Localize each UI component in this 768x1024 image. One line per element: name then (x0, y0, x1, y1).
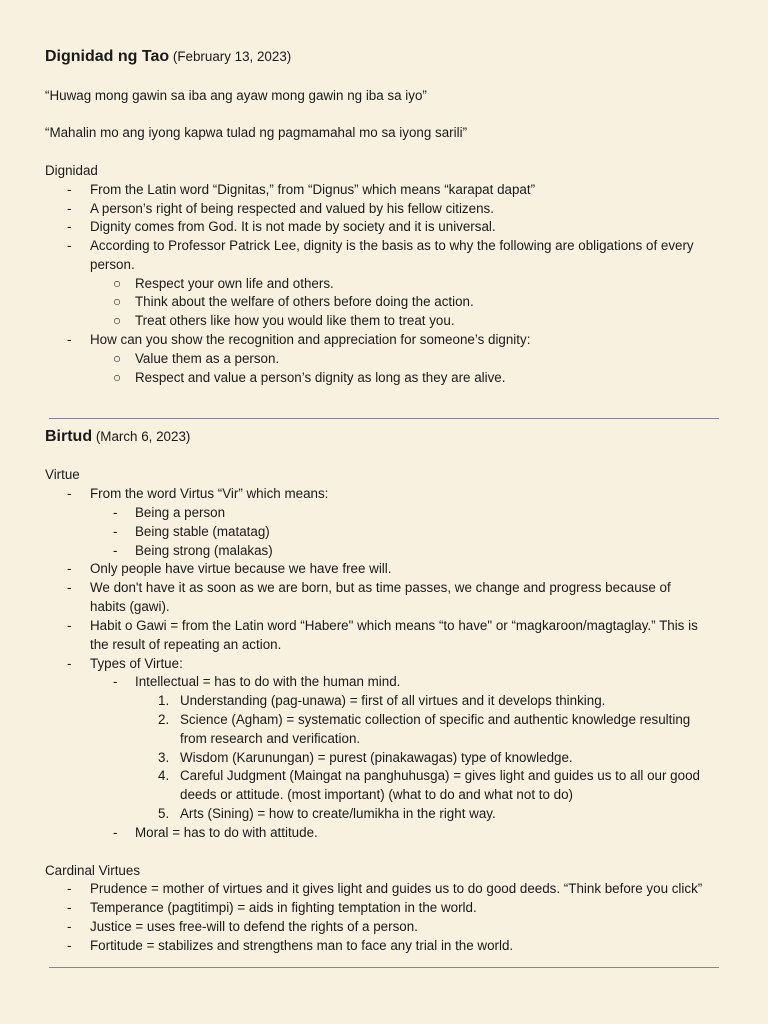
bullet-marker: - (67, 900, 72, 915)
subheading-virtue: Virtue (45, 467, 80, 482)
sub-bullet-marker: ○ (113, 294, 122, 309)
subheading-cardinal-virtues: Cardinal Virtues (45, 863, 141, 878)
sub-list-item: Moral = has to do with attitude. (135, 825, 318, 840)
numbered-item-continuation: from research and verification. (180, 731, 361, 746)
bullet-marker: - (67, 656, 72, 671)
sub-bullet-marker: - (113, 825, 118, 840)
bullet-marker: - (67, 238, 72, 253)
section-date: (February 13, 2023) (172, 49, 292, 64)
section-title: Birtud (45, 428, 93, 445)
list-item: Dignity comes from God. It is not made by society and it is universal. (90, 219, 496, 234)
list-number: 4. (158, 768, 170, 783)
bullet-marker: - (67, 919, 72, 934)
quote: “Huwag mong gawin sa iba ang ayaw mong gawin ng iba sa iyo” (45, 88, 427, 103)
list-item: From the word Virtus “Vir” which means: (90, 486, 329, 501)
subheading-dignidad: Dignidad (45, 163, 98, 178)
sub-bullet-marker: ○ (113, 313, 122, 328)
bullet-marker: - (67, 201, 72, 216)
bullet-marker: - (67, 561, 72, 576)
sub-list-item: Treat others like how you would like them to treat you. (135, 313, 455, 328)
section-title: Dignidad ng Tao (45, 48, 170, 65)
bullet-marker: - (67, 580, 72, 595)
list-number: 1. (158, 693, 170, 708)
section-date: (March 6, 2023) (95, 429, 191, 444)
section-divider (49, 967, 719, 968)
sub-bullet-marker: ○ (113, 370, 122, 385)
numbered-item: Understanding (pag-unawa) = first of all virtues and it develops thinking. (180, 693, 606, 708)
sub-bullet-marker: ○ (113, 351, 122, 366)
section-title-birtud (45, 427, 190, 446)
bullet-marker: - (67, 219, 72, 234)
bullet-marker: - (67, 486, 72, 501)
list-item: Habit o Gawi = from the Latin word “Habere" which means “to have" or “magkaroon/magtaglay.” This is (90, 618, 698, 633)
sub-list-item: Respect your own life and others. (135, 276, 334, 291)
list-item: A person’s right of being respected and valued by his fellow citizens. (90, 201, 494, 216)
list-item: We don't have it as soon as we are born, but as time passes, we change and progress because of (90, 580, 671, 595)
sub-list-item: Being strong (malakas) (135, 543, 273, 558)
sub-list-item: Respect and value a person’s dignity as long as they are alive. (135, 370, 506, 385)
list-item: From the Latin word “Dignitas,” from “Dignus” which means “karapat dapat” (90, 182, 536, 197)
bullet-marker: - (67, 618, 72, 633)
bullet-marker: - (67, 938, 72, 953)
numbered-item: Arts (Sining) = how to create/lumikha in the right way. (180, 806, 496, 821)
list-number: 3. (158, 750, 170, 765)
list-item: How can you show the recognition and appreciation for someone’s dignity: (90, 332, 531, 347)
sub-list-item: Think about the welfare of others before doing the action. (135, 294, 474, 309)
sub-list-item: Being stable (matatag) (135, 524, 270, 539)
list-item: Only people have virtue because we have free will. (90, 561, 392, 576)
list-item: Fortitude = stabilizes and strengthens man to face any trial in the world. (90, 938, 514, 953)
sub-list-item: Value them as a person. (135, 351, 280, 366)
numbered-item-continuation: deeds or attitude. (most important) (what to do and what not to do) (180, 787, 574, 802)
numbered-item: Wisdom (Karunungan) = purest (pinakawagas) type of knowledge. (180, 750, 573, 765)
numbered-item: Careful Judgment (Maingat na panghuhusga) = gives light and guides us to all our good (180, 768, 700, 783)
sub-bullet-marker: - (113, 524, 118, 539)
sub-bullet-marker: - (113, 674, 118, 689)
sub-bullet-marker: ○ (113, 276, 122, 291)
list-number: 5. (158, 806, 170, 821)
section-title-dignidad (45, 47, 291, 66)
sub-list-item: Intellectual = has to do with the human mind. (135, 674, 401, 689)
bullet-marker: - (67, 332, 72, 347)
list-item-continuation: the result of repeating an action. (90, 637, 282, 652)
list-number: 2. (158, 712, 170, 727)
list-item: Types of Virtue: (90, 656, 183, 671)
list-item: Prudence = mother of virtues and it gives light and guides us to do good deeds. “Think before you click” (90, 881, 703, 896)
section-divider (49, 418, 719, 419)
list-item-continuation: person. (90, 257, 135, 272)
sub-bullet-marker: - (113, 505, 118, 520)
sub-bullet-marker: - (113, 543, 118, 558)
numbered-item: Science (Agham) = systematic collection of specific and authentic knowledge resulting (180, 712, 691, 727)
sub-list-item: Being a person (135, 505, 226, 520)
quote: “Mahalin mo ang iyong kapwa tulad ng pagmamahal mo sa iyong sarili” (45, 125, 468, 140)
list-item: Justice = uses free-will to defend the rights of a person. (90, 919, 418, 934)
bullet-marker: - (67, 881, 72, 896)
list-item: Temperance (pagtitimpi) = aids in fighting temptation in the world. (90, 900, 477, 915)
list-item: According to Professor Patrick Lee, dignity is the basis as to why the following are obligations of every (90, 238, 694, 253)
bullet-marker: - (67, 182, 72, 197)
list-item-continuation: habits (gawi). (90, 599, 170, 614)
